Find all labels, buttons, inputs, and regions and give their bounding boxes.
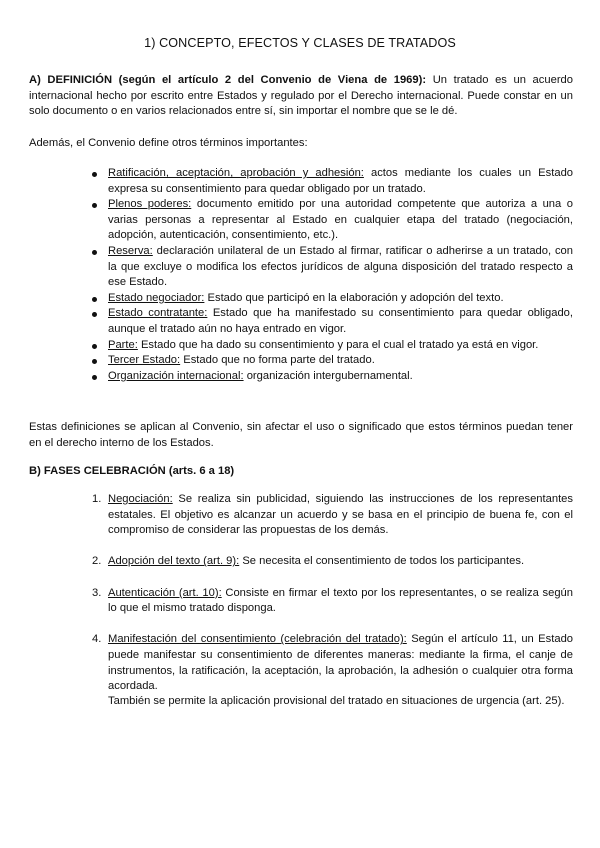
terms-intro: Además, el Convenio define otros términos importantes: — [29, 137, 308, 149]
phases-heading: B) FASES CELEBRACIÓN (arts. 6 a 18) — [29, 465, 235, 477]
list-item — [92, 632, 573, 694]
bullet-icon — [92, 344, 97, 349]
list-item — [92, 197, 573, 244]
bullet-icon — [92, 359, 97, 364]
phase-label: Manifestación del consentimiento (celebración del tratado): — [108, 633, 407, 646]
terms-list — [92, 166, 573, 384]
bullet-icon — [92, 375, 97, 380]
phase-number: 3. — [92, 586, 102, 599]
phase-number: 1. — [92, 493, 102, 505]
term-label: Organización internacional: — [108, 369, 244, 382]
phase-description: Según el artículo 11, un Estado puede manifestar su consentimiento de diferentes maneras: mediante la firma, el canje de instrumentos, la ratificación, la aceptación, la aprobación, la adhesión o cualquier otra forma acordada. — [108, 633, 574, 693]
term-label: Estado negociador: — [108, 291, 205, 304]
term-definition: actos mediante los cuales un Estado expresa su consentimiento para quedar obligado por un tratado. — [108, 167, 574, 195]
list-item — [92, 306, 573, 337]
term-label: Ratificación, aceptación, aprobación y adhesión: — [108, 167, 364, 179]
term-label: Tercer Estado: — [108, 354, 181, 367]
list-item — [92, 369, 573, 385]
bullet-icon — [92, 312, 97, 317]
phase-number: 2. — [92, 555, 102, 568]
term-definition: Estado que ha manifestado su consentimiento para quedar obligado, aunque el tratado aún no haya entrado en vigor. — [108, 307, 573, 335]
phases-list — [92, 492, 573, 710]
bullet-icon — [92, 250, 97, 255]
term-definition: documento emitido por una autoridad competente que autoriza a una o varias personas a representar al Estado en cualquier etapa del tratado (negociación, adopción, autenticación, consentimiento, etc.). — [108, 198, 574, 242]
list-item — [92, 166, 573, 197]
list-item — [92, 291, 573, 307]
list-item — [92, 338, 573, 354]
phase-description: Consiste en firmar el texto por los representantes, o se realiza según lo que el mismo tratado disponga. — [108, 586, 573, 615]
phase-description: Se realiza sin publicidad, siguiendo las instrucciones de los representantes estatales. El objetivo es alcanzar un acuerdo y se basa en el principio de buena fe, con el compromiso de considerar las propuestas de los demás. — [108, 493, 573, 537]
phase-description: Se necesita el consentimiento de todos los participantes. — [242, 555, 525, 568]
bullet-icon — [92, 203, 97, 208]
bullet-icon — [92, 297, 97, 302]
bullet-icon — [92, 172, 97, 177]
term-definition: declaración unilateral de un Estado al firmar, ratificar o adherirse a un tratado, con la que excluye o modifica los efectos jurídicos de alguna disposición del tratado respecto a ese Estado. — [108, 244, 573, 289]
list-item — [92, 492, 573, 539]
definition-text: Un tratado es un acuerdo internacional hecho por escrito entre Estados y regulado por el Derecho internacional. Puede constar en un solo documento o en varios relacionados entre sí, sin importar el nombre que se le dé. — [29, 74, 573, 118]
term-label: Parte: — [108, 338, 138, 351]
term-definition: Estado que no forma parte del tratado. — [183, 354, 375, 367]
list-item — [92, 353, 573, 369]
term-definition: organización intergubernamental. — [246, 369, 413, 382]
list-item — [92, 554, 573, 570]
list-item — [92, 244, 573, 291]
term-label: Reserva: — [108, 244, 153, 257]
page-title: 1) CONCEPTO, EFECTOS Y CLASES DE TRATADOS — [144, 36, 456, 50]
phase-label: Negociación: — [108, 493, 173, 505]
term-definition: Estado que participó en la elaboración y adopción del texto. — [207, 291, 504, 304]
definitions-closing: Estas definiciones se aplican al Convenio, sin afectar el uso o significado que estos términos puedan tener en el derecho interno de los Estados. — [29, 421, 573, 449]
phase-number: 4. — [92, 633, 102, 646]
provisional-application-note: También se permite la aplicación provisional del tratado en situaciones de urgencia (art. 25). — [108, 695, 565, 707]
list-item — [92, 586, 573, 617]
term-definition: Estado que ha dado su consentimiento y para el cual el tratado ya está en vigor. — [140, 338, 539, 351]
phase-label: Autenticación (art. 10): — [108, 586, 222, 599]
definition-paragraph — [29, 73, 573, 120]
phase-label: Adopción del texto (art. 9): — [108, 555, 240, 568]
term-label: Estado contratante: — [108, 307, 208, 320]
definition-heading: A) DEFINICIÓN (según el artículo 2 del Convenio de Viena de 1969): — [29, 74, 427, 86]
term-label: Plenos poderes: — [108, 198, 192, 211]
